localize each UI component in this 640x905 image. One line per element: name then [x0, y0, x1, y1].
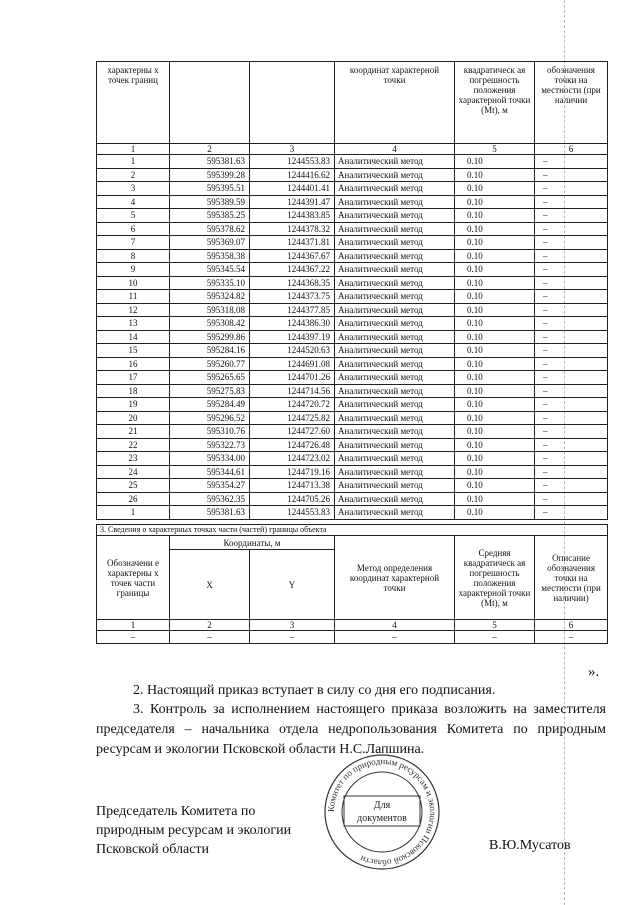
- description-cell: –: [535, 168, 608, 182]
- method-cell: Аналитический метод: [335, 330, 455, 344]
- point-number-cell: 10: [97, 276, 170, 290]
- table-row: [97, 236, 608, 250]
- x-coordinate-cell: 595260.77: [170, 357, 250, 371]
- x-coordinate-cell: 595344.61: [170, 465, 250, 479]
- method-cell: Аналитический метод: [335, 222, 455, 236]
- y-coordinate-cell: 1244391.47: [250, 195, 335, 209]
- point-number-cell: 23: [97, 452, 170, 466]
- method-cell: Аналитический метод: [335, 209, 455, 223]
- x-coordinate-cell: 595399.28: [170, 168, 250, 182]
- table-row: [97, 303, 608, 317]
- header-cell-coordinates: Координаты, м: [170, 536, 335, 550]
- method-cell: Аналитический метод: [335, 276, 455, 290]
- description-cell: –: [535, 425, 608, 439]
- error-cell: 0.10: [455, 249, 535, 263]
- point-number-cell: 5: [97, 209, 170, 223]
- error-cell: 0.10: [455, 317, 535, 331]
- point-number-cell: 4: [97, 195, 170, 209]
- method-cell: Аналитический метод: [335, 168, 455, 182]
- description-cell: –: [535, 357, 608, 371]
- y-coordinate-cell: 1244373.75: [250, 290, 335, 304]
- y-coordinate-cell: 1244714.56: [250, 384, 335, 398]
- y-coordinate-cell: 1244553.83: [250, 155, 335, 169]
- point-number-cell: 1: [97, 155, 170, 169]
- y-coordinate-cell: 1244401.41: [250, 182, 335, 196]
- point-number-cell: 15: [97, 344, 170, 358]
- table-row: [97, 357, 608, 371]
- error-cell: 0.10: [455, 290, 535, 304]
- error-cell: 0.10: [455, 411, 535, 425]
- description-cell: –: [535, 222, 608, 236]
- table-row: [97, 411, 608, 425]
- point-number-cell: 1: [97, 506, 170, 520]
- table-cell: –: [97, 631, 170, 644]
- table-row: [97, 209, 608, 223]
- method-cell: Аналитический метод: [335, 492, 455, 506]
- stamp-ring-text: Комитет по природным ресурсам и экологии Псковской области: [325, 755, 439, 869]
- column-number: 4: [335, 620, 455, 631]
- x-coordinate-cell: 595284.49: [170, 398, 250, 412]
- method-cell: Аналитический метод: [335, 236, 455, 250]
- table-row: [97, 465, 608, 479]
- header-cell-x: X: [170, 550, 250, 620]
- table-row: [97, 182, 608, 196]
- y-coordinate-cell: 1244723.02: [250, 452, 335, 466]
- description-cell: –: [535, 479, 608, 493]
- signature-position-line: Председатель Комитета по: [96, 804, 256, 819]
- x-coordinate-cell: 595318.08: [170, 303, 250, 317]
- y-coordinate-cell: 1244553.83: [250, 506, 335, 520]
- method-cell: Аналитический метод: [335, 317, 455, 331]
- description-cell: –: [535, 492, 608, 506]
- y-coordinate-cell: 1244725.82: [250, 411, 335, 425]
- table-row: [97, 371, 608, 385]
- error-cell: 0.10: [455, 168, 535, 182]
- method-cell: Аналитический метод: [335, 452, 455, 466]
- y-coordinate-cell: 1244386.30: [250, 317, 335, 331]
- column-number-row: [97, 144, 608, 155]
- x-coordinate-cell: 595381.63: [170, 506, 250, 520]
- method-cell: Аналитический метод: [335, 249, 455, 263]
- description-cell: –: [535, 303, 608, 317]
- method-cell: Аналитический метод: [335, 465, 455, 479]
- point-number-cell: 25: [97, 479, 170, 493]
- table-row: [97, 195, 608, 209]
- table-row: [97, 438, 608, 452]
- table-row: [97, 168, 608, 182]
- error-cell: 0.10: [455, 384, 535, 398]
- table-row: [97, 344, 608, 358]
- point-number-cell: 3: [97, 182, 170, 196]
- method-cell: Аналитический метод: [335, 357, 455, 371]
- error-cell: 0.10: [455, 263, 535, 277]
- description-cell: –: [535, 263, 608, 277]
- error-cell: 0.10: [455, 236, 535, 250]
- method-cell: Аналитический метод: [335, 195, 455, 209]
- column-number: 6: [535, 620, 608, 631]
- description-cell: –: [535, 330, 608, 344]
- x-coordinate-cell: 595378.62: [170, 222, 250, 236]
- description-cell: –: [535, 506, 608, 520]
- error-cell: 0.10: [455, 425, 535, 439]
- column-number: 1: [97, 620, 170, 631]
- x-coordinate-cell: 595296.52: [170, 411, 250, 425]
- method-cell: Аналитический метод: [335, 155, 455, 169]
- stamp-center-text: документов: [357, 813, 407, 824]
- table-row: [97, 452, 608, 466]
- x-coordinate-cell: 595369.07: [170, 236, 250, 250]
- column-number: 1: [97, 144, 170, 155]
- x-coordinate-cell: 595381.63: [170, 155, 250, 169]
- column-number: 3: [250, 144, 335, 155]
- description-cell: –: [535, 344, 608, 358]
- part-boundary-table: [96, 524, 608, 644]
- method-cell: Аналитический метод: [335, 182, 455, 196]
- header-cell-method: координат характерной точки: [335, 62, 455, 144]
- table-row: [97, 506, 608, 520]
- table-row: [97, 398, 608, 412]
- method-cell: Аналитический метод: [335, 290, 455, 304]
- signature-position-line: природным ресурсам и экологии: [96, 823, 292, 838]
- error-cell: 0.10: [455, 155, 535, 169]
- table-row: [97, 492, 608, 506]
- description-cell: –: [535, 209, 608, 223]
- point-number-cell: 8: [97, 249, 170, 263]
- table-row: [97, 222, 608, 236]
- point-number-cell: 24: [97, 465, 170, 479]
- point-number-cell: 7: [97, 236, 170, 250]
- x-coordinate-cell: 595335.10: [170, 276, 250, 290]
- table-cell: –: [535, 631, 608, 644]
- y-coordinate-cell: 1244378.32: [250, 222, 335, 236]
- x-coordinate-cell: 595334.00: [170, 452, 250, 466]
- y-coordinate-cell: 1244397.19: [250, 330, 335, 344]
- table-cell: –: [335, 631, 455, 644]
- column-number: 2: [170, 620, 250, 631]
- y-coordinate-cell: 1244520.63: [250, 344, 335, 358]
- error-cell: 0.10: [455, 506, 535, 520]
- section-title: 3. Сведения о характерных точках части (частей) границы объекта: [97, 525, 608, 536]
- signature-position-line: Псковской области: [96, 842, 210, 857]
- point-number-cell: 22: [97, 438, 170, 452]
- x-coordinate-cell: 595275.83: [170, 384, 250, 398]
- x-coordinate-cell: 595354.27: [170, 479, 250, 493]
- point-number-cell: 16: [97, 357, 170, 371]
- error-cell: 0.10: [455, 303, 535, 317]
- paragraph-effective-date: 2. Настоящий приказ вступает в силу со дня его подписания.: [133, 683, 496, 698]
- method-cell: Аналитический метод: [335, 438, 455, 452]
- error-cell: 0.10: [455, 452, 535, 466]
- description-cell: –: [535, 290, 608, 304]
- point-number-cell: 26: [97, 492, 170, 506]
- y-coordinate-cell: 1244367.22: [250, 263, 335, 277]
- point-number-cell: 21: [97, 425, 170, 439]
- description-cell: –: [535, 384, 608, 398]
- point-number-cell: 2: [97, 168, 170, 182]
- y-coordinate-cell: 1244727.60: [250, 425, 335, 439]
- method-cell: Аналитический метод: [335, 263, 455, 277]
- table-cell: –: [455, 631, 535, 644]
- header-cell-description: Описание обозначения точки на местности (при наличии): [535, 536, 608, 620]
- x-coordinate-cell: 595308.42: [170, 317, 250, 331]
- column-number: 5: [455, 144, 535, 155]
- y-coordinate-cell: 1244719.16: [250, 465, 335, 479]
- header-cell-y: Y: [250, 550, 335, 620]
- y-coordinate-cell: 1244713.38: [250, 479, 335, 493]
- point-number-cell: 13: [97, 317, 170, 331]
- y-coordinate-cell: 1244416.62: [250, 168, 335, 182]
- method-cell: Аналитический метод: [335, 479, 455, 493]
- point-number-cell: 9: [97, 263, 170, 277]
- y-coordinate-cell: 1244371.81: [250, 236, 335, 250]
- error-cell: 0.10: [455, 465, 535, 479]
- error-cell: 0.10: [455, 344, 535, 358]
- method-cell: Аналитический метод: [335, 384, 455, 398]
- x-coordinate-cell: 595322.73: [170, 438, 250, 452]
- x-coordinate-cell: 595358.38: [170, 249, 250, 263]
- error-cell: 0.10: [455, 195, 535, 209]
- y-coordinate-cell: 1244691.08: [250, 357, 335, 371]
- column-number: 6: [535, 144, 608, 155]
- method-cell: Аналитический метод: [335, 425, 455, 439]
- table-row: [97, 479, 608, 493]
- method-cell: Аналитический метод: [335, 506, 455, 520]
- column-number: 4: [335, 144, 455, 155]
- error-cell: 0.10: [455, 438, 535, 452]
- point-number-cell: 20: [97, 411, 170, 425]
- error-cell: 0.10: [455, 492, 535, 506]
- error-cell: 0.10: [455, 222, 535, 236]
- header-cell-point: Обозначени е характерны х точек части границы: [97, 536, 170, 620]
- column-number: 3: [250, 620, 335, 631]
- signature-position: [96, 802, 291, 859]
- description-cell: –: [535, 182, 608, 196]
- stamp-center-text: Для: [373, 800, 391, 811]
- error-cell: 0.10: [455, 398, 535, 412]
- x-coordinate-cell: 595265.65: [170, 371, 250, 385]
- x-coordinate-cell: 595284.16: [170, 344, 250, 358]
- description-cell: –: [535, 155, 608, 169]
- table-cell: –: [250, 631, 335, 644]
- method-cell: Аналитический метод: [335, 371, 455, 385]
- x-coordinate-cell: 595310.76: [170, 425, 250, 439]
- point-number-cell: 11: [97, 290, 170, 304]
- header-cell-y: [250, 62, 335, 144]
- table-header-row: [97, 62, 608, 144]
- table-row: [97, 384, 608, 398]
- description-cell: –: [535, 371, 608, 385]
- column-number: 5: [455, 620, 535, 631]
- point-number-cell: 17: [97, 371, 170, 385]
- header-cell-description: обозначения точки на местности (при наличии: [535, 62, 608, 144]
- y-coordinate-cell: 1244368.35: [250, 276, 335, 290]
- table-row: [97, 263, 608, 277]
- error-cell: 0.10: [455, 330, 535, 344]
- header-cell-error: Средняя квадратическ ая погрешность положения характерной точки (Mt), м: [455, 536, 535, 620]
- closing-quote: ».: [588, 664, 600, 680]
- header-cell-error: квадратическ ая погрешность положения характерной точки (Mt), м: [455, 62, 535, 144]
- error-cell: 0.10: [455, 371, 535, 385]
- official-stamp: [312, 752, 452, 872]
- error-cell: 0.10: [455, 182, 535, 196]
- paragraph-control: 3. Контроль за исполнением настоящего приказа возложить на заместителя председателя – начальника отдела недропользования Комитета по природным ресурсам и экологии Псковской области Н.С.Лапшина.: [96, 702, 606, 757]
- header-cell-point: характерны х точек границ: [97, 62, 170, 144]
- header-cell-method: Метод определения координат характерной точки: [335, 536, 455, 620]
- description-cell: –: [535, 195, 608, 209]
- table-row: [97, 631, 608, 644]
- description-cell: –: [535, 438, 608, 452]
- method-cell: Аналитический метод: [335, 398, 455, 412]
- point-number-cell: 12: [97, 303, 170, 317]
- error-cell: 0.10: [455, 479, 535, 493]
- point-number-cell: 14: [97, 330, 170, 344]
- point-number-cell: 18: [97, 384, 170, 398]
- y-coordinate-cell: 1244377.85: [250, 303, 335, 317]
- table-row: [97, 276, 608, 290]
- table-row: [97, 317, 608, 331]
- x-coordinate-cell: 595389.59: [170, 195, 250, 209]
- method-cell: Аналитический метод: [335, 344, 455, 358]
- x-coordinate-cell: 595345.54: [170, 263, 250, 277]
- table-row: [97, 425, 608, 439]
- table-row: [97, 155, 608, 169]
- table-row: [97, 330, 608, 344]
- method-cell: Аналитический метод: [335, 303, 455, 317]
- x-coordinate-cell: 595395.51: [170, 182, 250, 196]
- point-number-cell: 6: [97, 222, 170, 236]
- description-cell: –: [535, 276, 608, 290]
- description-cell: –: [535, 452, 608, 466]
- description-cell: –: [535, 398, 608, 412]
- y-coordinate-cell: 1244726.48: [250, 438, 335, 452]
- column-number-row: [97, 620, 608, 631]
- description-cell: –: [535, 249, 608, 263]
- table-header-row: [97, 536, 608, 550]
- method-cell: Аналитический метод: [335, 411, 455, 425]
- x-coordinate-cell: 595324.82: [170, 290, 250, 304]
- header-cell-x: [170, 62, 250, 144]
- error-cell: 0.10: [455, 357, 535, 371]
- x-coordinate-cell: 595362.35: [170, 492, 250, 506]
- description-cell: –: [535, 411, 608, 425]
- y-coordinate-cell: 1244383.85: [250, 209, 335, 223]
- column-number: 2: [170, 144, 250, 155]
- error-cell: 0.10: [455, 276, 535, 290]
- section-title-row: [97, 525, 608, 536]
- coordinates-table: [96, 61, 608, 520]
- description-cell: –: [535, 236, 608, 250]
- y-coordinate-cell: 1244720.72: [250, 398, 335, 412]
- error-cell: 0.10: [455, 209, 535, 223]
- signatory-name: В.Ю.Мусатов: [489, 838, 571, 853]
- table-row: [97, 249, 608, 263]
- x-coordinate-cell: 595299.86: [170, 330, 250, 344]
- description-cell: –: [535, 317, 608, 331]
- description-cell: –: [535, 465, 608, 479]
- x-coordinate-cell: 595385.25: [170, 209, 250, 223]
- table-row: [97, 290, 608, 304]
- point-number-cell: 19: [97, 398, 170, 412]
- table-cell: –: [170, 631, 250, 644]
- y-coordinate-cell: 1244701.26: [250, 371, 335, 385]
- y-coordinate-cell: 1244705.26: [250, 492, 335, 506]
- y-coordinate-cell: 1244367.67: [250, 249, 335, 263]
